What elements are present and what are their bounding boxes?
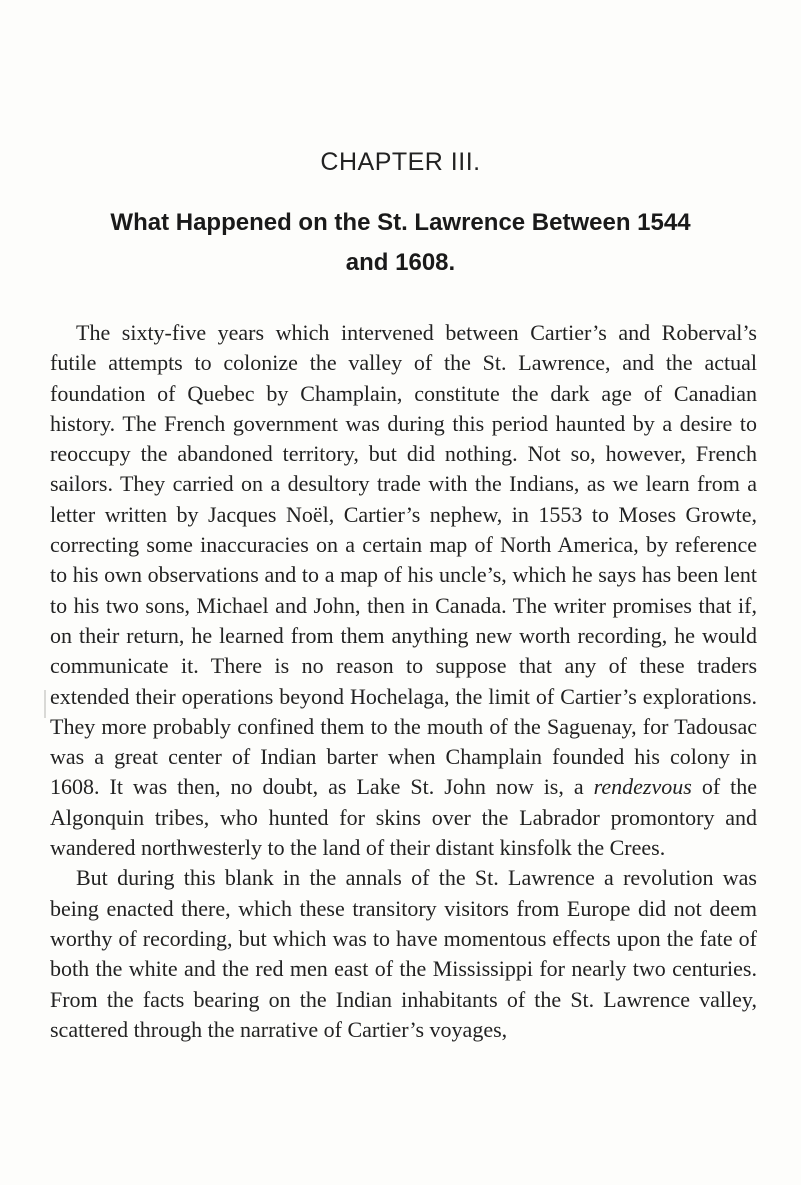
body-text	[50, 318, 757, 1045]
chapter-heading: CHAPTER III.	[320, 148, 481, 176]
italic-term: rendezvous	[593, 774, 692, 800]
chapter-title-line-2: and 1608.	[345, 249, 456, 276]
paragraph-1-text-b: of the Algonquin tribes, who hunted for skins over the Labrador promontory and wandered northwesterly to the land of their distant kinsfolk the Crees.	[50, 774, 758, 861]
paragraph-2: But during this blank in the annals of the St. Lawrence a revolution was being enacted there, which these transitory visitors from Europe did not deem worthy of recording, but which was to have momentous effects upon the fate of both the white and the red men east of the Mississippi for nearly two centuries. From the facts bearing on the Indian inhabitants of the St. Lawrence valley, scattered through the narrative of Cartier’s voyages,	[50, 865, 757, 1042]
paragraph-1	[50, 318, 757, 863]
chapter-title	[45, 203, 756, 283]
scan-artifact-mark	[44, 690, 46, 718]
chapter-title-line-1: What Happened on the St. Lawrence Between 1544	[110, 209, 691, 236]
paragraph-1-text-a: The sixty-five years which intervened between Cartier’s and Roberval’s futile attempts to colonize the valley of the St. Lawrence, and the actual foundation of Quebec by Champlain, constitute the dark age of Canadian history. The French government was during this period haunted by a desire to reoccupy the abandoned territory, but did nothing. Not so, however, French sailors. They carried on a desultory trade with the Indians, as we learn from a letter written by Jacques Noël, Cartier’s nephew, in 1553 to Moses Growte, correcting some inaccuracies on a certain map of North America, by reference to his own observations and to a map of his uncle’s, which he says has been lent to his two sons, Michael and John, then in Canada. The writer promises that if, on their return, he learned from them anything new worth recording, he would communicate it. There is no reason to suppose that any of these traders extended their operations beyond Hochelaga, the limit of Cartier’s explorations. They more probably confined them to the mouth of the Saguenay, for Tadousac was a great center of Indian barter when Champlain founded his colony in 1608. It was then, no doubt, as Lake St. John now is, a	[50, 320, 757, 800]
